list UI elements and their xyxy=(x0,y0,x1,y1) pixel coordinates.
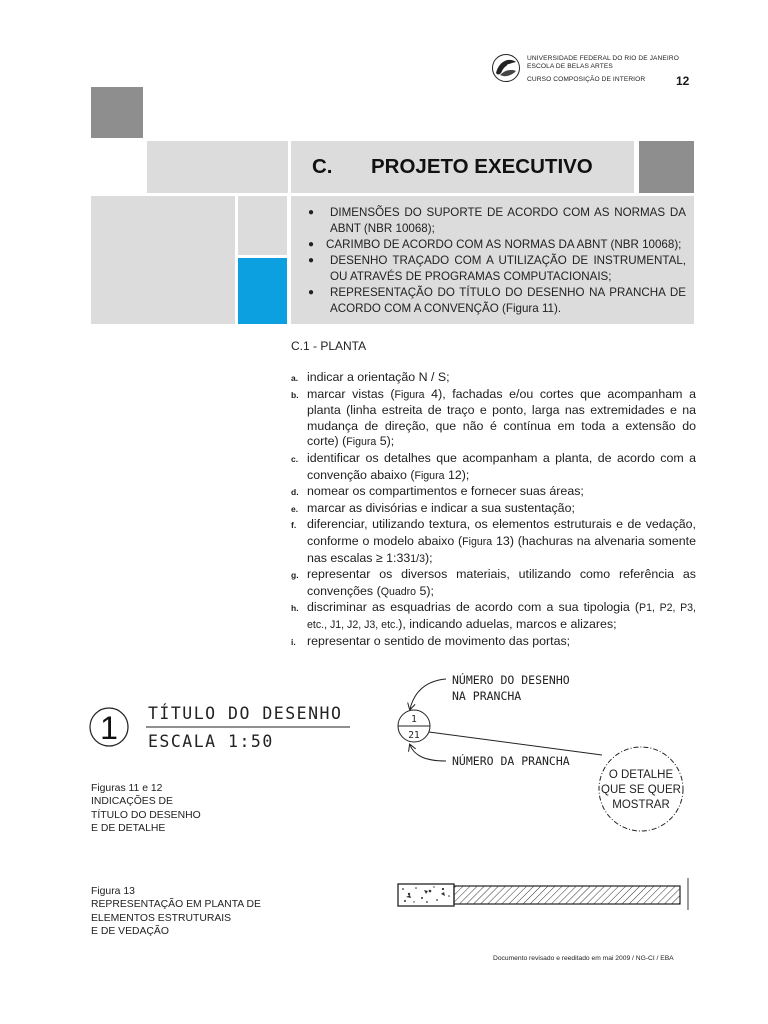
decor-block xyxy=(238,196,287,255)
list-item: i. representar o sentido de movimento das portas; xyxy=(291,633,571,648)
footer-note: Documento revisado e reeditado em mai 2009 / NG-CI / EBA xyxy=(493,955,674,962)
masonry-wall xyxy=(454,886,680,904)
bullet-icon: ● xyxy=(308,239,315,250)
page-number: 12 xyxy=(676,74,690,88)
section-letter: C. xyxy=(312,155,333,178)
list-item: e. marcar as divisórias e indicar a sua sustentação; xyxy=(291,500,575,515)
requirements-list xyxy=(306,205,686,317)
decor-block xyxy=(91,87,143,138)
drawing-number-label-2: NA PRANCHA xyxy=(452,689,522,703)
list-item: ● REPRESENTAÇÃO DO TÍTULO DO DESENHO NA PRANCHA DE ACORDO COM A CONVENÇÃO (Figura 11). xyxy=(308,286,686,315)
drawing-scale: ESCALA 1:50 xyxy=(148,732,274,751)
accent-block xyxy=(238,258,287,324)
drawing-number-label: NÚMERO DO DESENHO xyxy=(452,673,570,687)
list-item: ● CARIMBO DE ACORDO COM AS NORMAS DA ABNT (NBR 10068); xyxy=(308,238,682,251)
bubble-sheet-number: 21 xyxy=(408,730,420,741)
list-item: d. nomear os compartimentos e fornecer suas áreas; xyxy=(291,484,584,499)
detail-text-3: MOSTRAR xyxy=(612,799,670,811)
bullet-icon: ● xyxy=(308,207,315,218)
wall-plan-figure xyxy=(386,878,696,910)
bullet-icon: ● xyxy=(308,287,315,298)
bubble-drawing-number: 1 xyxy=(411,714,417,725)
figure-caption: Figuras 11 e 12 INDICAÇÕES DE TÍTULO DO DESENHO E DE DETALHE xyxy=(91,783,201,835)
list-item: h. discriminar as esquadrias de acordo com a sua tipologia (P1, P2, P3, etc., J1, J2, J3, etc.), indicando aduelas, marcos e alizares; xyxy=(291,600,697,631)
decor-block xyxy=(91,196,235,324)
list-item: ● DESENHO TRAÇADO COM A UTILIZAÇÃO DE INSTRUMENTAL, OU ATRAVÉS DE PROGRAMAS COMPUTACIONAIS; xyxy=(308,254,686,283)
detail-text-1: O DETALHE xyxy=(608,769,674,781)
subsection-title: C.1 - PLANTA xyxy=(291,339,367,353)
drawing-number: 1 xyxy=(100,710,118,746)
bullet-icon: ● xyxy=(308,255,315,266)
decor-block xyxy=(639,141,694,193)
list-item: g. representar os diversos materiais, utilizando como referência as convenções (Quadro 5); xyxy=(291,567,696,598)
detail-text-2: QUE SE QUER xyxy=(601,784,681,796)
figure-caption: Figura 13 REPRESENTAÇÃO EM PLANTA DE ELEMENTOS ESTRUTURAIS E DE VEDAÇÃO xyxy=(91,886,261,938)
instructions-list xyxy=(291,370,696,650)
list-item: f. diferenciar, utilizando textura, os elementos estruturais e de vedação, conforme o modelo abaixo (Figura 13) (hachuras na alvenaria somente nas escalas ≥ 1:331/3); xyxy=(291,517,696,565)
leader-line xyxy=(429,732,602,755)
list-item: c. identificar os detalhes que acompanham a planta, de acordo com a convenção abaixo (Figura 12); xyxy=(291,450,696,482)
concrete-column xyxy=(398,884,454,906)
decor-block xyxy=(147,141,288,193)
university-seal-icon xyxy=(491,53,521,83)
list-item: ● DIMENSÕES DO SUPORTE DE ACORDO COM AS NORMAS DA ABNT (NBR 10068); xyxy=(308,206,686,235)
sheet-number-label: NÚMERO DA PRANCHA xyxy=(452,754,570,768)
header-school: ESCOLA DE BELAS ARTES xyxy=(527,63,613,70)
list-item: b. marcar vistas (Figura 4), fachadas e/ou cortes que acompanham a planta (linha estreita de traço e ponto, larga nas extremidades e na mudança de direção, que não é contínua em toda a extensão do corte) (Figura 5); xyxy=(291,386,696,449)
drawing-title: TÍTULO DO DESENHO xyxy=(148,704,343,723)
arrow-icon xyxy=(410,745,446,761)
arrow-icon xyxy=(410,679,446,709)
page-title: PROJETO EXECUTIVO xyxy=(371,155,593,178)
header-course: CURSO COMPOSIÇÃO DE INTERIOR xyxy=(527,76,646,83)
list-item: a. indicar a orientação N / S; xyxy=(291,370,450,384)
header-university: UNIVERSIDADE FEDERAL DO RIO DE JANEIRO xyxy=(527,55,679,62)
